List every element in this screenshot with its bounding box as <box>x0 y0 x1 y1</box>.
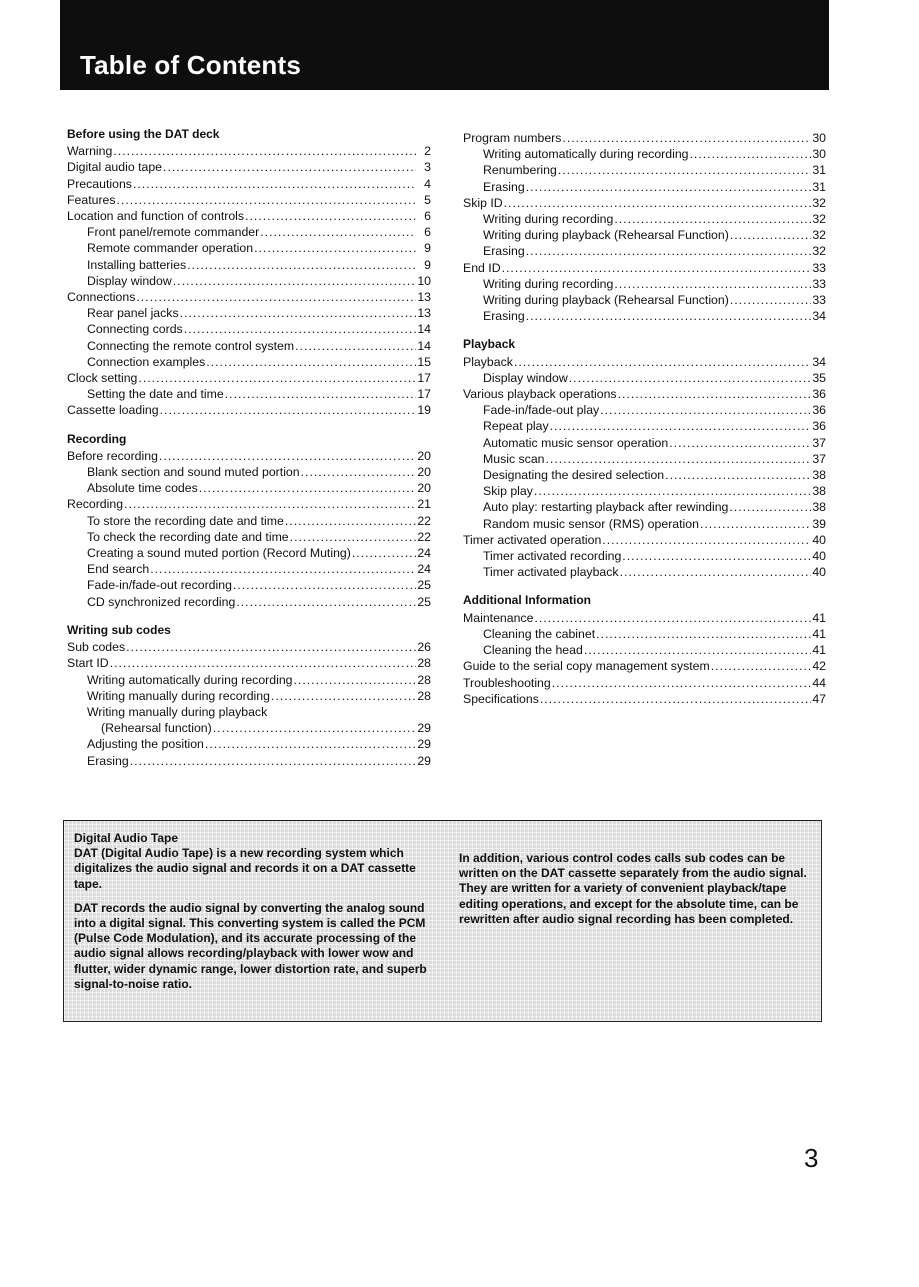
toc-right-column <box>463 130 826 707</box>
toc-entry <box>67 192 431 208</box>
toc-entry-title: Timer activated recording <box>483 549 622 564</box>
toc-entry-page: 9 <box>424 241 431 256</box>
toc-entry-page: 36 <box>812 419 826 434</box>
toc-leader-dots <box>534 610 811 626</box>
toc-entry-page: 28 <box>417 656 431 671</box>
toc-entry-page: 41 <box>812 643 826 658</box>
toc-entry-page: 13 <box>417 290 431 305</box>
toc-entry <box>67 688 431 704</box>
toc-entry-page: 34 <box>812 309 826 324</box>
toc-entry-page: 17 <box>417 387 431 402</box>
toc-leader-dots <box>110 655 416 671</box>
toc-entry-page: 6 <box>424 225 431 240</box>
toc-leader-dots <box>526 308 811 324</box>
toc-entry <box>67 545 431 561</box>
toc-entry-page: 34 <box>812 354 826 369</box>
toc-leader-dots <box>558 162 811 178</box>
toc-entry-title: Start ID <box>67 656 109 671</box>
toc-entry-title: Creating a sound muted portion (Record Muting) <box>87 546 351 561</box>
toc-leader-dots <box>233 577 416 593</box>
toc-entry-title: Skip ID <box>463 195 503 210</box>
section-heading: Recording <box>67 431 127 446</box>
toc-entry-page: 25 <box>417 578 431 593</box>
toc-entry <box>463 658 826 674</box>
toc-leader-dots <box>113 143 416 159</box>
toc-entry <box>67 273 431 289</box>
toc-entry <box>67 561 431 577</box>
toc-entry <box>67 257 431 273</box>
toc-leader-dots <box>124 496 416 512</box>
toc-leader-dots <box>526 179 811 195</box>
toc-entry <box>67 736 431 752</box>
toc-entry-title: Designating the desired selection <box>483 468 665 483</box>
toc-entry-page: 26 <box>417 640 431 655</box>
toc-leader-dots <box>290 529 416 545</box>
toc-entry-title: Before recording <box>67 448 158 463</box>
toc-entry-page: 32 <box>812 228 826 243</box>
toc-entry-page: 20 <box>417 448 431 463</box>
toc-entry-title: (Rehearsal function) <box>101 721 212 736</box>
toc-entry-page: 29 <box>417 721 431 736</box>
toc-entry-title: To check the recording date and time <box>87 529 289 544</box>
toc-entry-page: 38 <box>812 500 826 515</box>
toc-leader-dots <box>562 130 811 146</box>
toc-entry-title: Playback <box>463 354 513 369</box>
toc-entry-title: Features <box>67 192 116 207</box>
toc-entry <box>463 211 826 227</box>
toc-entry-title: Music scan <box>483 451 545 466</box>
section-heading: Writing sub codes <box>67 622 171 637</box>
toc-entry-title: Skip play <box>483 484 533 499</box>
toc-entry-page: 47 <box>812 691 826 706</box>
toc-entry-title: Blank section and sound muted portion <box>87 465 300 480</box>
toc-entry-page: 21 <box>417 497 431 512</box>
toc-entry-title: To store the recording date and time <box>87 513 284 528</box>
toc-entry-title: Installing batteries <box>87 257 187 272</box>
toc-leader-dots <box>271 688 416 704</box>
header-bar <box>60 0 829 90</box>
toc-entry-title: Cassette loading <box>67 403 159 418</box>
toc-entry-page: 35 <box>812 370 826 385</box>
toc-entry <box>463 146 826 162</box>
toc-leader-dots <box>225 386 416 402</box>
toc-entry <box>463 354 826 370</box>
toc-entry <box>463 195 826 211</box>
toc-entry-page: 19 <box>417 403 431 418</box>
toc-entry-page: 15 <box>417 354 431 369</box>
toc-entry <box>463 179 826 195</box>
toc-entry-title: Auto play: restarting playback after rewinding <box>483 500 729 515</box>
toc-leader-dots <box>526 243 811 259</box>
toc-leader-dots <box>126 639 416 655</box>
toc-entry-page: 2 <box>424 144 431 159</box>
toc-entry-title: Warning <box>67 144 113 159</box>
toc-leader-dots <box>669 435 811 451</box>
toc-leader-dots <box>711 658 811 674</box>
toc-leader-dots <box>180 305 416 321</box>
toc-leader-dots <box>502 260 811 276</box>
toc-leader-dots <box>622 548 811 564</box>
toc-entry <box>67 753 431 769</box>
toc-leader-dots <box>285 513 416 529</box>
toc-entry <box>463 386 826 402</box>
toc-leader-dots <box>552 675 811 691</box>
toc-entry <box>67 672 431 688</box>
toc-entry-page: 42 <box>812 659 826 674</box>
toc-entry-title: Automatic music sensor operation <box>483 435 669 450</box>
toc-entry <box>67 176 431 192</box>
toc-entry-page: 39 <box>812 516 826 531</box>
toc-entry-title: Erasing <box>483 309 525 324</box>
toc-leader-dots <box>504 195 811 211</box>
info-box-right <box>459 851 814 936</box>
toc-entry-title: Erasing <box>87 753 129 768</box>
toc-entry-title: Timer activated playback <box>483 565 619 580</box>
toc-entry-title: Digital audio tape <box>67 160 163 175</box>
toc-entry-title: Writing during recording <box>483 276 614 291</box>
toc-entry-title: Precautions <box>67 176 132 191</box>
toc-entry-page: 33 <box>812 276 826 291</box>
toc-entry-title: Connection examples <box>87 354 206 369</box>
toc-entry-title: Writing during playback (Rehearsal Function) <box>483 228 729 243</box>
toc-leader-dots <box>163 159 416 175</box>
toc-entry-title: Cleaning the head <box>483 643 583 658</box>
toc-entry <box>463 499 826 515</box>
toc-entry-title: Sub codes <box>67 640 126 655</box>
toc-entry-title: Writing during recording <box>483 212 614 227</box>
toc-leader-dots <box>514 354 811 370</box>
toc-entry-title: Program numbers <box>463 131 562 145</box>
toc-leader-dots <box>730 227 811 243</box>
toc-entry-page: 6 <box>424 209 431 224</box>
toc-entry-title: Recording <box>67 497 124 512</box>
toc-entry-title: Display window <box>87 273 172 288</box>
toc-entry-page: 17 <box>417 371 431 386</box>
toc-entry-page: 30 <box>812 147 826 162</box>
toc-leader-dots <box>540 691 811 707</box>
toc-entry <box>463 467 826 483</box>
toc-entry-title: Rear panel jacks <box>87 306 179 321</box>
toc-entry-page: 37 <box>812 451 826 466</box>
toc-leader-dots <box>584 642 811 658</box>
toc-entry-title: End search <box>87 562 150 577</box>
toc-entry-title: Erasing <box>483 244 525 259</box>
toc-entry-title: Writing manually during playback <box>87 704 268 719</box>
toc-entry-title: Connecting cords <box>87 322 183 337</box>
toc-leader-dots <box>614 276 811 292</box>
toc-leader-dots <box>130 753 416 769</box>
toc-entry <box>67 224 431 240</box>
toc-entry <box>67 240 431 256</box>
toc-entry-page: 24 <box>417 562 431 577</box>
toc-entry-page: 30 <box>812 131 826 145</box>
toc-leader-dots <box>133 176 416 192</box>
toc-entry <box>463 227 826 243</box>
info-box <box>63 820 822 1022</box>
toc-entry-title: Display window <box>483 370 568 385</box>
toc-entry-title: Writing during playback (Rehearsal Function) <box>483 293 729 308</box>
toc-entry-title: Remote commander operation <box>87 241 254 256</box>
toc-entry <box>463 435 826 451</box>
info-paragraph: DAT records the audio signal by converting the analog sound into a digital signal. This converting system is called the PCM (Pulse Code Modulation), and its accurate processing of the audio signal allows recording/playback with lower wow and flutter, wider dynamic range, lower distortion rate, and superb signal-to-noise ratio. <box>74 900 427 991</box>
toc-leader-dots <box>614 211 811 227</box>
toc-entry-page: 14 <box>417 338 431 353</box>
toc-leader-dots <box>205 736 416 752</box>
toc-leader-dots <box>729 499 811 515</box>
toc-leader-dots <box>295 338 416 354</box>
toc-entry <box>463 130 826 146</box>
toc-entry-title: End ID <box>463 260 501 275</box>
toc-left-column <box>67 126 431 769</box>
toc-entry-title: Clock setting <box>67 371 138 386</box>
toc-entry <box>463 564 826 580</box>
toc-entry-page: 29 <box>417 737 431 752</box>
toc-entry-title: Writing manually during recording <box>87 688 270 703</box>
toc-leader-dots <box>546 451 811 467</box>
toc-entry <box>67 159 431 175</box>
toc-entry-page: 37 <box>812 435 826 450</box>
toc-entry-page: 10 <box>417 273 431 288</box>
toc-entry <box>67 655 431 671</box>
toc-entry <box>67 577 431 593</box>
toc-entry <box>67 370 431 386</box>
toc-entry <box>463 642 826 658</box>
toc-leader-dots <box>596 626 811 642</box>
toc-leader-dots <box>136 289 416 305</box>
toc-entry <box>67 321 431 337</box>
toc-entry-page: 24 <box>417 546 431 561</box>
section-heading: Playback <box>463 337 516 352</box>
info-paragraph: In addition, various control codes calls sub codes can be written on the DAT cassette separately from the audio signal. They are written for a variety of convenient playback/tape editing operations, and except for the absolute time, can be rewritten after audio signal recording has been completed. <box>459 851 807 926</box>
toc-entry-page: 40 <box>812 549 826 564</box>
toc-leader-dots <box>138 370 416 386</box>
toc-entry-title: Fade-in/fade-out recording <box>87 578 232 593</box>
toc-entry <box>67 704 431 720</box>
toc-leader-dots <box>160 402 416 418</box>
toc-entry-page: 32 <box>812 244 826 259</box>
toc-entry-page: 33 <box>812 260 826 275</box>
toc-entry-page: 36 <box>812 387 826 402</box>
toc-entry-title: Absolute time codes <box>87 481 198 496</box>
toc-entry-page: 22 <box>417 513 431 528</box>
toc-leader-dots <box>294 672 417 688</box>
toc-entry <box>463 260 826 276</box>
toc-entry <box>463 418 826 434</box>
toc-leader-dots <box>236 594 416 610</box>
toc-entry-title: Random music sensor (RMS) operation <box>483 516 699 531</box>
toc-leader-dots <box>213 720 416 736</box>
toc-leader-dots <box>620 564 811 580</box>
toc-entry-page: 13 <box>417 306 431 321</box>
toc-entry-title: Connections <box>67 290 136 305</box>
info-paragraph: DAT (Digital Audio Tape) is a new recording system which digitalizes the audio signal and records it on a DAT cassette tape. <box>74 846 416 891</box>
toc-leader-dots <box>199 480 416 496</box>
toc-entry <box>67 448 431 464</box>
toc-entry-title: Various playback operations <box>463 387 617 402</box>
toc-leader-dots <box>245 208 416 224</box>
toc-entry <box>67 289 431 305</box>
toc-entry <box>67 143 431 159</box>
toc-entry-title: Erasing <box>483 179 525 194</box>
toc-entry <box>463 610 826 626</box>
toc-entry-title: Cleaning the cabinet <box>483 626 596 641</box>
toc-leader-dots <box>260 224 416 240</box>
toc-leader-dots <box>184 321 416 337</box>
toc-entry <box>67 402 431 418</box>
toc-leader-dots <box>187 257 416 273</box>
toc-entry-title: Guide to the serial copy management system <box>463 659 710 674</box>
toc-leader-dots <box>600 402 811 418</box>
toc-entry-title: Writing automatically during recording <box>87 672 293 687</box>
toc-leader-dots <box>173 273 416 289</box>
toc-entry-page: 3 <box>424 160 431 175</box>
section-heading: Additional Information <box>463 593 591 608</box>
toc-leader-dots <box>254 240 416 256</box>
toc-entry <box>463 691 826 707</box>
toc-entry <box>463 276 826 292</box>
toc-entry-page: 14 <box>417 322 431 337</box>
toc-entry <box>463 516 826 532</box>
toc-entry-page: 40 <box>812 565 826 580</box>
toc-entry-title: Connecting the remote control system <box>87 338 295 353</box>
toc-entry <box>67 496 431 512</box>
section-heading: Before using the DAT deck <box>67 127 220 141</box>
toc-entry <box>463 370 826 386</box>
toc-entry-page: 31 <box>812 179 826 194</box>
info-box-title: Digital Audio Tape <box>74 831 178 845</box>
toc-leader-dots <box>301 464 416 480</box>
toc-entry-title: Fade-in/fade-out play <box>483 403 600 418</box>
toc-entry-title: Repeat play <box>483 419 549 434</box>
toc-entry-title: Specifications <box>463 691 539 706</box>
toc-leader-dots <box>618 386 811 402</box>
toc-leader-dots <box>159 448 416 464</box>
toc-entry-page: 20 <box>417 481 431 496</box>
toc-leader-dots <box>117 192 416 208</box>
toc-leader-dots <box>700 516 811 532</box>
toc-entry-page: 4 <box>424 176 431 191</box>
toc-leader-dots <box>206 354 416 370</box>
toc-entry <box>67 639 431 655</box>
toc-entry-page: 5 <box>424 192 431 207</box>
toc-entry-page: 9 <box>424 257 431 272</box>
toc-entry <box>67 354 431 370</box>
toc-entry-page: 22 <box>417 529 431 544</box>
toc-entry <box>67 338 431 354</box>
toc-leader-dots <box>569 370 811 386</box>
toc-entry <box>67 386 431 402</box>
toc-leader-dots <box>602 532 811 548</box>
page-title: Table of Contents <box>80 50 302 80</box>
toc-leader-dots <box>730 292 811 308</box>
toc-entry-page: 44 <box>812 675 826 690</box>
toc-entry-title: Adjusting the position <box>87 737 204 752</box>
toc-entry-page: 28 <box>417 672 431 687</box>
toc-entry <box>67 464 431 480</box>
toc-entry <box>67 208 431 224</box>
toc-entry-page: 31 <box>812 163 826 178</box>
toc-entry-page: 28 <box>417 688 431 703</box>
toc-entry <box>463 451 826 467</box>
toc-entry-title: Maintenance <box>463 610 534 625</box>
toc-entry-page: 25 <box>417 594 431 609</box>
toc-entry <box>463 292 826 308</box>
toc-leader-dots <box>150 561 416 577</box>
toc-entry-page: 20 <box>417 465 431 480</box>
toc-entry <box>67 720 431 736</box>
toc-entry <box>463 162 826 178</box>
toc-entry <box>463 532 826 548</box>
toc-entry <box>67 480 431 496</box>
toc-entry-page: 32 <box>812 195 826 210</box>
toc-leader-dots <box>534 483 811 499</box>
toc-entry <box>463 402 826 418</box>
toc-entry-page: 41 <box>812 626 826 641</box>
toc-entry-title: Writing automatically during recording <box>483 147 689 162</box>
toc-leader-dots <box>690 146 812 162</box>
toc-entry <box>67 594 431 610</box>
toc-entry-page: 36 <box>812 403 826 418</box>
toc-entry-page: 29 <box>417 753 431 768</box>
toc-entry-title: Setting the date and time <box>87 387 224 402</box>
toc-entry <box>463 626 826 642</box>
toc-entry-page: 38 <box>812 484 826 499</box>
toc-entry-page: 41 <box>812 610 826 625</box>
toc-entry <box>67 513 431 529</box>
page-number: 3 <box>804 1143 819 1173</box>
toc-entry-page: 33 <box>812 293 826 308</box>
toc-entry-title: Renumbering <box>483 163 557 178</box>
toc-leader-dots <box>352 545 416 561</box>
toc-entry <box>67 305 431 321</box>
toc-entry-page: 38 <box>812 468 826 483</box>
toc-entry <box>463 548 826 564</box>
toc-entry-title: Troubleshooting <box>463 675 551 690</box>
toc-entry-title: Location and function of controls <box>67 209 245 224</box>
toc-entry <box>67 529 431 545</box>
toc-entry <box>463 243 826 259</box>
toc-entry-title: Timer activated operation <box>463 532 602 547</box>
toc-entry <box>463 483 826 499</box>
toc-entry-title: CD synchronized recording <box>87 594 236 609</box>
toc-entry <box>463 308 826 324</box>
toc-entry-page: 40 <box>812 532 826 547</box>
toc-leader-dots <box>550 418 811 434</box>
info-box-left <box>74 831 429 1001</box>
toc-entry-title: Front panel/remote commander <box>87 225 260 240</box>
toc-leader-dots <box>665 467 811 483</box>
toc-entry <box>463 675 826 691</box>
toc-entry-page: 32 <box>812 212 826 227</box>
